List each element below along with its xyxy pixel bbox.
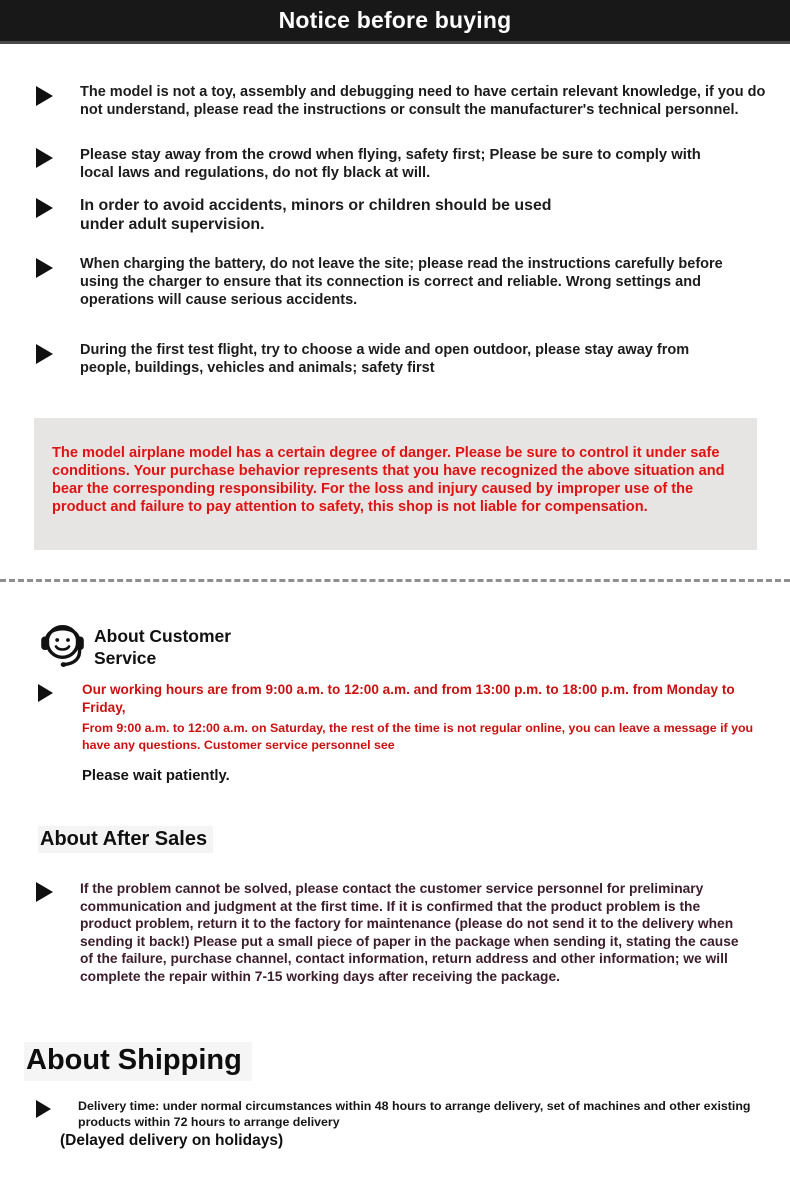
notice-text: When charging the battery, do not leave the site; please read the instructions carefully before using the charger to ensure that its connection is correct and reliable. Wrong settings and operations will cause serious accidents.	[80, 256, 723, 308]
wait-patiently-text: Please wait patiently.	[82, 767, 230, 784]
notice-list	[36, 84, 776, 378]
customer-service-text	[82, 681, 782, 784]
notice-text: The model is not a toy, assembly and debugging need to have certain relevant knowledge, if you do not understand, please read the instructions or consult the manufacturer's technical personnel.	[80, 84, 766, 118]
customer-service-body	[38, 681, 782, 784]
triangle-bullet-icon	[36, 148, 53, 168]
shipping-body	[36, 1098, 766, 1131]
triangle-bullet-icon	[36, 198, 53, 218]
list-item	[36, 146, 776, 183]
notice-header	[0, 0, 790, 44]
triangle-bullet-icon	[36, 258, 53, 278]
after-sales-body	[36, 880, 750, 985]
list-item	[36, 196, 776, 235]
notice-text: During the first test flight, try to choose a wide and open outdoor, please stay away from people, buildings, vehicles and animals; safety first	[80, 341, 690, 376]
triangle-bullet-icon	[36, 1100, 51, 1118]
after-sales-heading: About After Sales	[38, 826, 213, 853]
notice-text: In order to avoid accidents, minors or children should be used under adult supervision.	[80, 196, 552, 234]
triangle-bullet-icon	[36, 882, 53, 902]
list-item	[36, 84, 776, 120]
customer-service-heading: About Customer Service	[94, 626, 232, 668]
shipping-heading: About Shipping	[24, 1042, 252, 1081]
after-sales-text: If the problem cannot be solved, please contact the customer service personnel for preliminary communication and judgment at the first time. If it is confirmed that the product problem is the product problem, return it to the factory for maintenance (please do not send it to the delivery when sending it back!) Please put a small piece of paper in the package when sending it, stating the cause of the failure, purchase channel, contact information, return address and other information; we will complete the repair within 7-15 working days after receiving the package.	[80, 881, 739, 984]
triangle-bullet-icon	[36, 344, 53, 364]
dashed-divider	[0, 579, 790, 582]
triangle-bullet-icon	[38, 684, 53, 702]
page-title: Notice before buying	[278, 7, 512, 33]
list-item	[36, 256, 776, 310]
triangle-bullet-icon	[36, 86, 53, 106]
holiday-delay-note: (Delayed delivery on holidays)	[60, 1132, 284, 1149]
notice-text: Please stay away from the crowd when flying, safety first; Please be sure to comply with local laws and regulations, do not fly black at will.	[80, 146, 701, 182]
disclaimer-box	[34, 418, 757, 550]
working-hours-detail: From 9:00 a.m. to 12:00 a.m. on Saturday, the rest of the time is not regular online, you can leave a message if you have any questions. Customer service personnel see	[82, 721, 754, 753]
customer-service-header	[38, 618, 246, 670]
list-item	[36, 342, 776, 378]
disclaimer-text: The model airplane model has a certain degree of danger. Please be sure to control it under safe conditions. Your purchase behavior represents that you have recognized the above situation and bear the corresponding responsibility. For the loss and injury caused by improper use of the product and failure to pay attention to safety, this shop is not liable for compensation.	[52, 445, 725, 515]
headset-smiley-icon	[38, 618, 86, 670]
working-hours-text: Our working hours are from 9:00 a.m. to 12:00 a.m. and from 13:00 p.m. to 18:00 p.m. from Monday to Friday,	[82, 682, 735, 715]
shipping-text: Delivery time: under normal circumstances within 48 hours to arrange delivery, set of machines and other existing products within 72 hours to arrange delivery	[78, 1099, 751, 1130]
